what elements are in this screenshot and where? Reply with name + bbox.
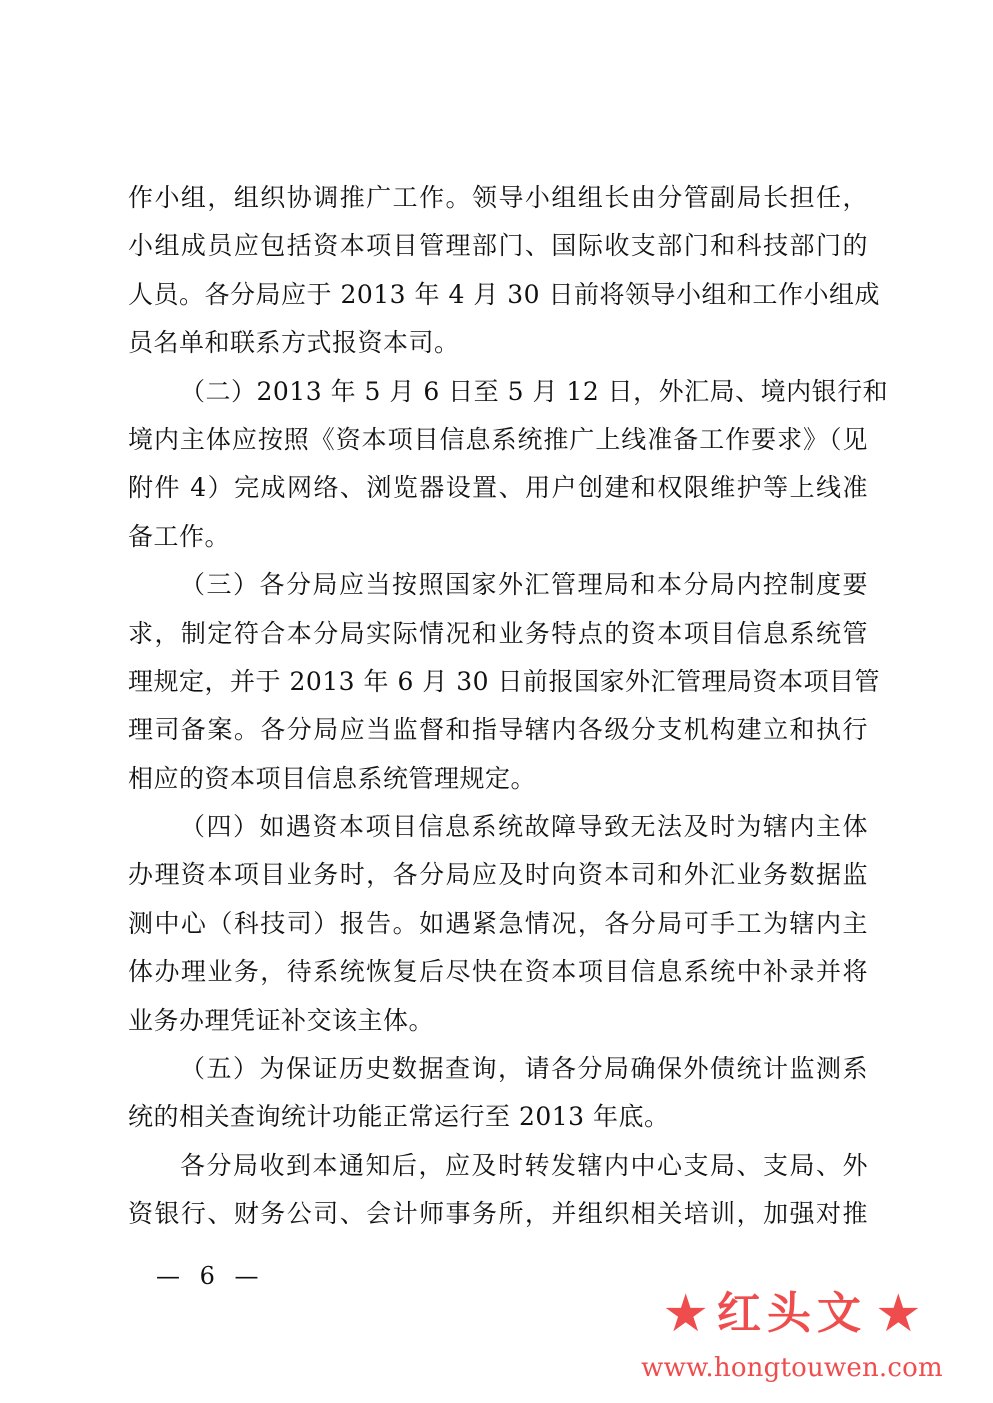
text-line: 各分局收到本通知后，应及时转发辖内中心支局、支局、外 (180, 1150, 868, 1180)
page-number: — 6 — (156, 1262, 265, 1290)
text-line: （五）为保证历史数据查询，请各分局确保外债统计监测系 (180, 1054, 868, 1084)
document-body (128, 174, 889, 1239)
text-line: 业务办理凭证补交该主体。 (128, 1005, 435, 1035)
text-line: 统的相关查询统计功能正常运行至 2013 年底。 (128, 1102, 670, 1132)
text-line: 办理资本项目业务时，各分局应及时向资本司和外汇业务数据监 (128, 860, 868, 890)
text-line: 测中心（科技司）报告。如遇紧急情况，各分局可手工为辖内主 (128, 908, 868, 938)
watermark-brand-row (612, 1282, 972, 1346)
text-line: 人员。各分局应于 2013 年 4 月 30 日前将领导小组和工作小组成 (128, 279, 881, 309)
text-line: 理司备案。各分局应当监督和指导辖内各级分支机构建立和执行 (128, 715, 868, 745)
watermark-brand-text: 红头文 (717, 1288, 867, 1339)
text-line: 作小组，组织协调推广工作。领导小组组长由分管副局长担任， (128, 183, 868, 212)
text-line: （三）各分局应当按照国家外汇管理局和本分局内控制度要 (180, 570, 868, 600)
star-icon: ★ (875, 1284, 922, 1344)
star-icon: ★ (662, 1284, 709, 1344)
text-line: 备工作。 (128, 521, 231, 551)
text-line: （二）2013 年 5 月 6 日至 5 月 12 日，外汇局、境内银行和 (180, 376, 889, 406)
text-line: 相应的资本项目信息系统管理规定。 (128, 763, 537, 793)
text-line: 员名单和联系方式报资本司。 (128, 328, 460, 358)
text-line: 境内主体应按照《资本项目信息系统推广上线准备工作要求》（见 (128, 424, 868, 454)
watermark-logo (612, 1282, 972, 1394)
text-line: 理规定，并于 2013 年 6 月 30 日前报国家外汇管理局资本项目管 (128, 666, 881, 696)
watermark-url: www.hongtouwen.com (641, 1353, 943, 1383)
text-line: 求，制定符合本分局实际情况和业务特点的资本项目信息系统管 (128, 618, 868, 648)
text-line: 体办理业务，待系统恢复后尽快在资本项目信息系统中补录并将 (128, 957, 868, 987)
text-line: 附件 4）完成网络、浏览器设置、用户创建和权限维护等上线准 (128, 473, 868, 503)
text-line: 小组成员应包括资本项目管理部门、国际收支部门和科技部门的 (128, 231, 868, 261)
text-line: （四）如遇资本项目信息系统故障导致无法及时为辖内主体 (180, 812, 868, 842)
text-line: 资银行、财务公司、会计师事务所，并组织相关培训，加强对推 (128, 1199, 868, 1229)
